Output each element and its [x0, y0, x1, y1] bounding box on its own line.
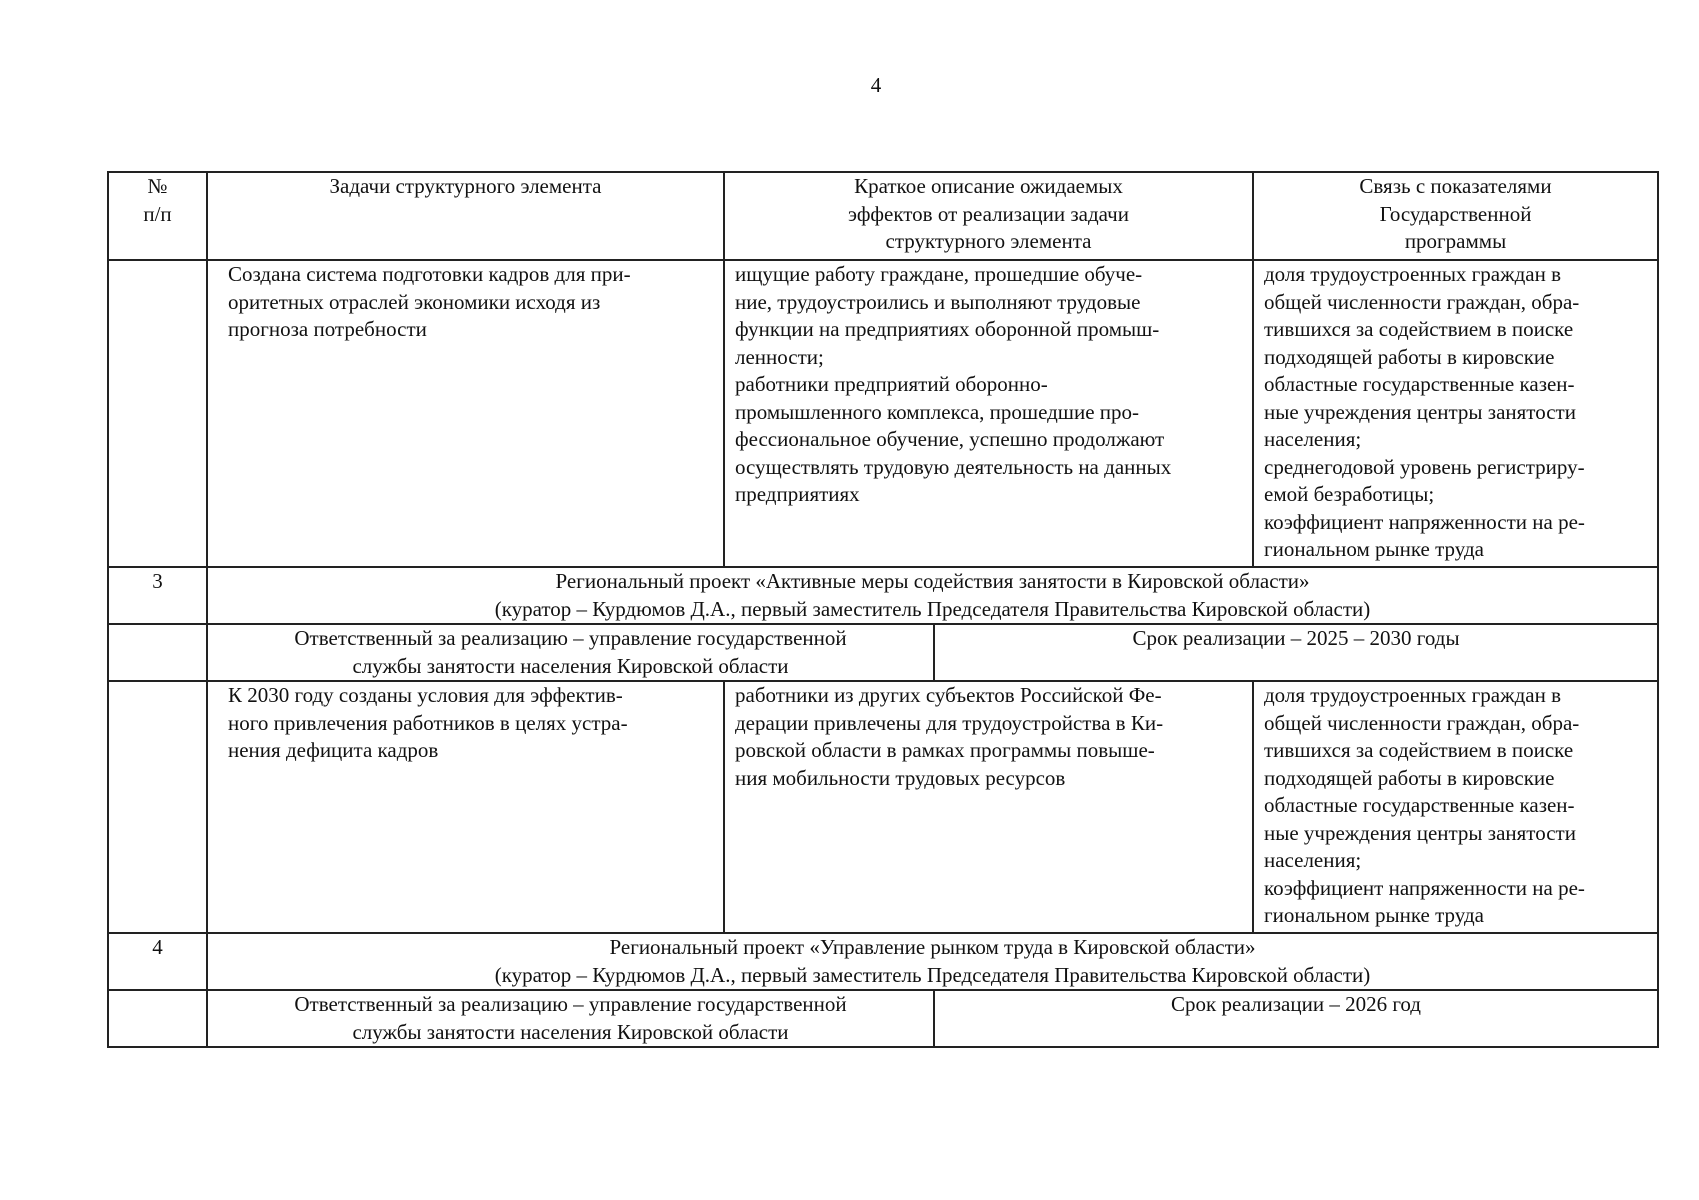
responsible-cell: Ответственный за реализацию – управление государственной службы занятости населения Кировской области — [207, 990, 934, 1047]
table-header-row — [108, 172, 1658, 260]
header-indicators: Связь с показателями Государственной программы — [1253, 172, 1658, 260]
project-heading — [207, 933, 1658, 990]
term-cell: Срок реализации – 2025 – 2030 годы — [934, 624, 1658, 681]
indicators-cell: доля трудоустроенных граждан в общей численности граждан, обра- тившихся за содействием в поиске подходящей работы в кировские областные государственные казен- ные учреждения центры занятости населения; коэффициент напряженности на ре- гиональном рынке труда — [1253, 681, 1658, 933]
empty-number-cell — [108, 681, 207, 933]
effects-cell: работники из других субъектов Российской Фе- дерации привлечены для трудоустройства в Ки- ровской области в рамках программы повыше- ния мобильности трудовых ресурсов — [724, 681, 1253, 933]
indicators-cell: доля трудоустроенных граждан в общей численности граждан, обра- тившихся за содействием в поиске подходящей работы в кировские областные государственные казен- ные учреждения центры занятости населения; среднегодовой уровень регистриру- емой безработицы; коэффициент напряженности на ре- гиональном рынке труда — [1253, 260, 1658, 567]
project-title: Региональный проект «Управление рынком труда в Кировской области» — [609, 935, 1256, 959]
row-number — [108, 260, 207, 567]
task-cell: К 2030 году созданы условия для эффектив- ного привлечения работников в целях устра- нения дефицита кадров — [207, 681, 724, 933]
structural-elements-table — [107, 171, 1659, 1048]
empty-number-cell — [108, 624, 207, 681]
project-number: 3 — [108, 567, 207, 624]
table-row — [108, 681, 1658, 933]
task-cell: Создана система подготовки кадров для при- оритетных отраслей экономики исходя из прогноза потребности — [207, 260, 724, 567]
empty-number-cell — [108, 990, 207, 1047]
project-title-row — [108, 567, 1658, 624]
project-number: 4 — [108, 933, 207, 990]
responsible-cell: Ответственный за реализацию – управление государственной службы занятости населения Кировской области — [207, 624, 934, 681]
project-title-row — [108, 933, 1658, 990]
effects-cell: ищущие работу граждане, прошедшие обуче- ние, трудоустроились и выполняют трудовые функции на предприятиях оборонной промыш- ленности; работники предприятий оборонно- промышленного комплекса, прошедшие про- фессиональное обучение, успешно продолжают осуществлять трудовую деятельность на данных предприятиях — [724, 260, 1253, 567]
header-effects: Краткое описание ожидаемых эффектов от реализации задачи структурного элемента — [724, 172, 1253, 260]
project-curator: (куратор – Курдюмов Д.А., первый заместитель Председателя Правительства Кировской области) — [494, 596, 1371, 621]
header-number: № п/п — [108, 172, 207, 260]
project-title: Региональный проект «Активные меры содействия занятости в Кировской области» — [555, 569, 1310, 593]
page-number: 4 — [870, 73, 882, 97]
project-curator: (куратор – Курдюмов Д.А., первый заместитель Председателя Правительства Кировской области) — [494, 962, 1371, 987]
project-heading — [207, 567, 1658, 624]
header-tasks: Задачи структурного элемента — [207, 172, 724, 260]
project-responsible-row — [108, 624, 1658, 681]
project-responsible-row — [108, 990, 1658, 1047]
term-cell: Срок реализации – 2026 год — [934, 990, 1658, 1047]
table-row — [108, 260, 1658, 567]
